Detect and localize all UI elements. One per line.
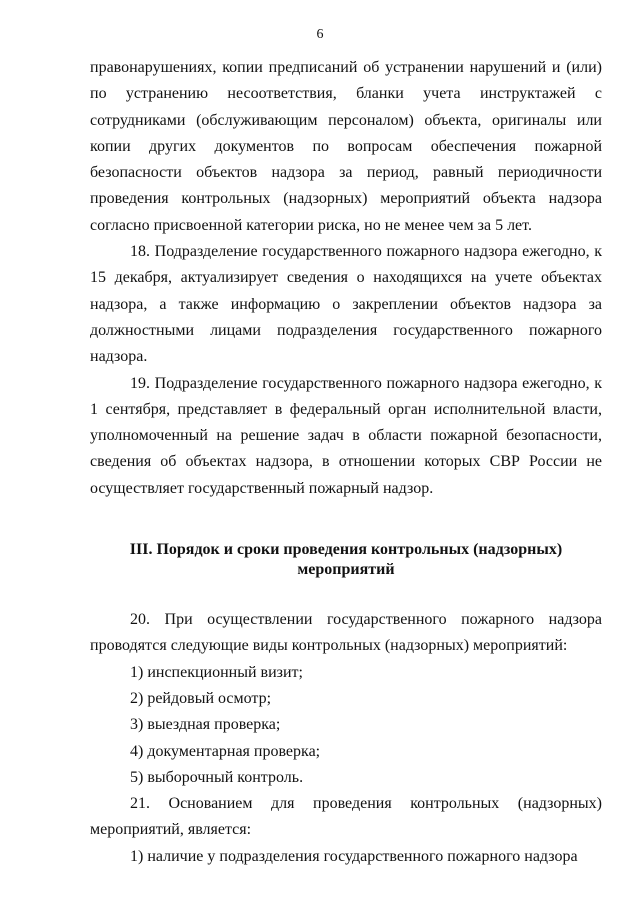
- list-item: 2) рейдовый осмотр;: [130, 689, 272, 707]
- list-item: 4) документарная проверка;: [130, 742, 321, 760]
- list-item: 1) инспекционный визит;: [130, 663, 303, 681]
- document-body: [90, 55, 602, 870]
- section-heading: III. Порядок и сроки проведения контрольных (надзорных) мероприятий: [129, 541, 563, 579]
- paragraph-20: 20. При осуществлении государственного пожарного надзора проводятся следующие виды контрольных (надзорных) мероприятий:: [90, 611, 602, 655]
- paragraph-21: 21. Основанием для проведения контрольных (надзорных) мероприятий, является:: [90, 795, 602, 839]
- paragraph-continuation: правонарушениях, копии предписаний об устранении нарушений и (или) по устранению несоответствия, бланки учета инструктажей с сотрудниками (обслуживающим персоналом) объекта, оригиналы или копии других документов по вопросам обеспечения пожарной безопасности объектов надзора за период, равный периодичности проведения контрольных (надзорных) мероприятий объекта надзора согласно присвоенной категории риска, но не менее чем за 5 лет.: [90, 59, 602, 234]
- list-item: 3) выездная проверка;: [130, 716, 281, 734]
- paragraph-21-item-1: 1) наличие у подразделения государственного пожарного надзора: [130, 847, 578, 865]
- paragraph-19: 19. Подразделение государственного пожарного надзора ежегодно, к 1 сентября, представляет в федеральный орган исполнительной власти, уполномоченный на решение задач в области пожарной безопасности, сведения об объектах надзора, в отношении которых СВР России не осуществляет государственный пожарный надзор.: [90, 374, 602, 497]
- list-item: 5) выборочный контроль.: [130, 768, 304, 786]
- paragraph-18: 18. Подразделение государственного пожарного надзора ежегодно, к 15 декабря, актуализирует сведения о находящихся на учете объектах надзора, а также информацию о закреплении объектов надзора за должностными лицами подразделения государственного пожарного надзора.: [90, 243, 602, 366]
- page-number: 6: [316, 27, 324, 42]
